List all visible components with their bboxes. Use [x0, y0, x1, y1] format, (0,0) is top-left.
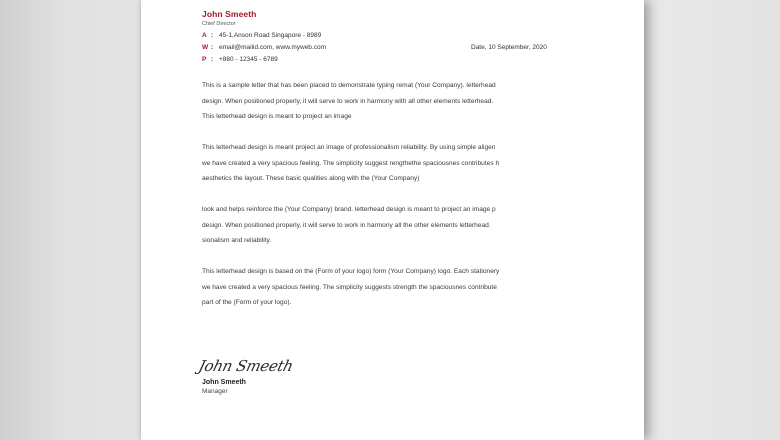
paragraph-line: This letterhead design is meant project an image of professionalism reliability. By using simple aligen — [202, 144, 496, 151]
paragraph-line: sionalism and reliability. — [202, 237, 272, 244]
contact-address-row — [202, 32, 321, 39]
web-sep: : — [211, 44, 214, 51]
address-value: 45-1,Anson Road Singapore - 8989 — [219, 32, 322, 39]
paragraph-line: part of the (Form of your logo). — [202, 299, 292, 306]
web-key: W — [202, 44, 209, 51]
phone-key: P — [202, 56, 207, 63]
paragraph-line: look and helps reinforce the (Your Company) brand. letterhead design is meant to project an image p — [202, 206, 496, 213]
paragraph-line: we have created a very spacious feeling. The simplicity suggest rengthethe spaciousnes contributes h — [202, 159, 500, 167]
contact-web-row — [202, 44, 326, 51]
paragraph-line: we have created a very spacious feeling. The simplicity suggests strength the spaciousnes contribute — [202, 283, 497, 291]
signatory-name: John Smeeth — [202, 379, 246, 386]
paragraph-line: design. When positioned properly, it will serve to work in harmony all the other elements letterhead. — [202, 221, 491, 229]
paragraph-line: aesthetics the layout. These basic qualities along with the (Your Company) — [202, 175, 420, 182]
address-sep: : — [211, 32, 214, 39]
address-key: A — [202, 32, 207, 39]
signatory-role: Manager — [202, 388, 228, 395]
body-paragraph-1 — [202, 78, 642, 125]
sender-title: Chief Director — [202, 21, 236, 27]
web-value: email@mailid.com, www.myweb.com — [219, 44, 327, 51]
body-paragraph-4 — [202, 264, 642, 311]
body-paragraph-3 — [202, 202, 642, 249]
contact-phone-row — [202, 56, 278, 63]
letterhead-page — [141, 0, 644, 440]
paragraph-line: design. When positioned properly, it will serve to work in harmony with all other elements letterhead. — [202, 97, 494, 105]
paragraph-line: This letterhead design is meant to project an image — [202, 113, 352, 120]
handwritten-signature: John Smeeth — [196, 357, 296, 375]
paragraph-line: This is a sample letter that has been placed to demonstrate typing remat (Your Company). letterhead — [202, 82, 496, 89]
body-paragraph-2 — [202, 140, 642, 187]
paragraph-line: This letterhead design is based on the (Form of your logo) form (Your Company) logo. Each stationery — [202, 268, 500, 275]
sender-name: John Smeeth — [202, 9, 257, 19]
phone-value: +880 - 12345 - 6789 — [219, 56, 278, 63]
phone-sep: : — [211, 56, 214, 63]
letter-date: Date, 10 September, 2020 — [471, 44, 547, 51]
